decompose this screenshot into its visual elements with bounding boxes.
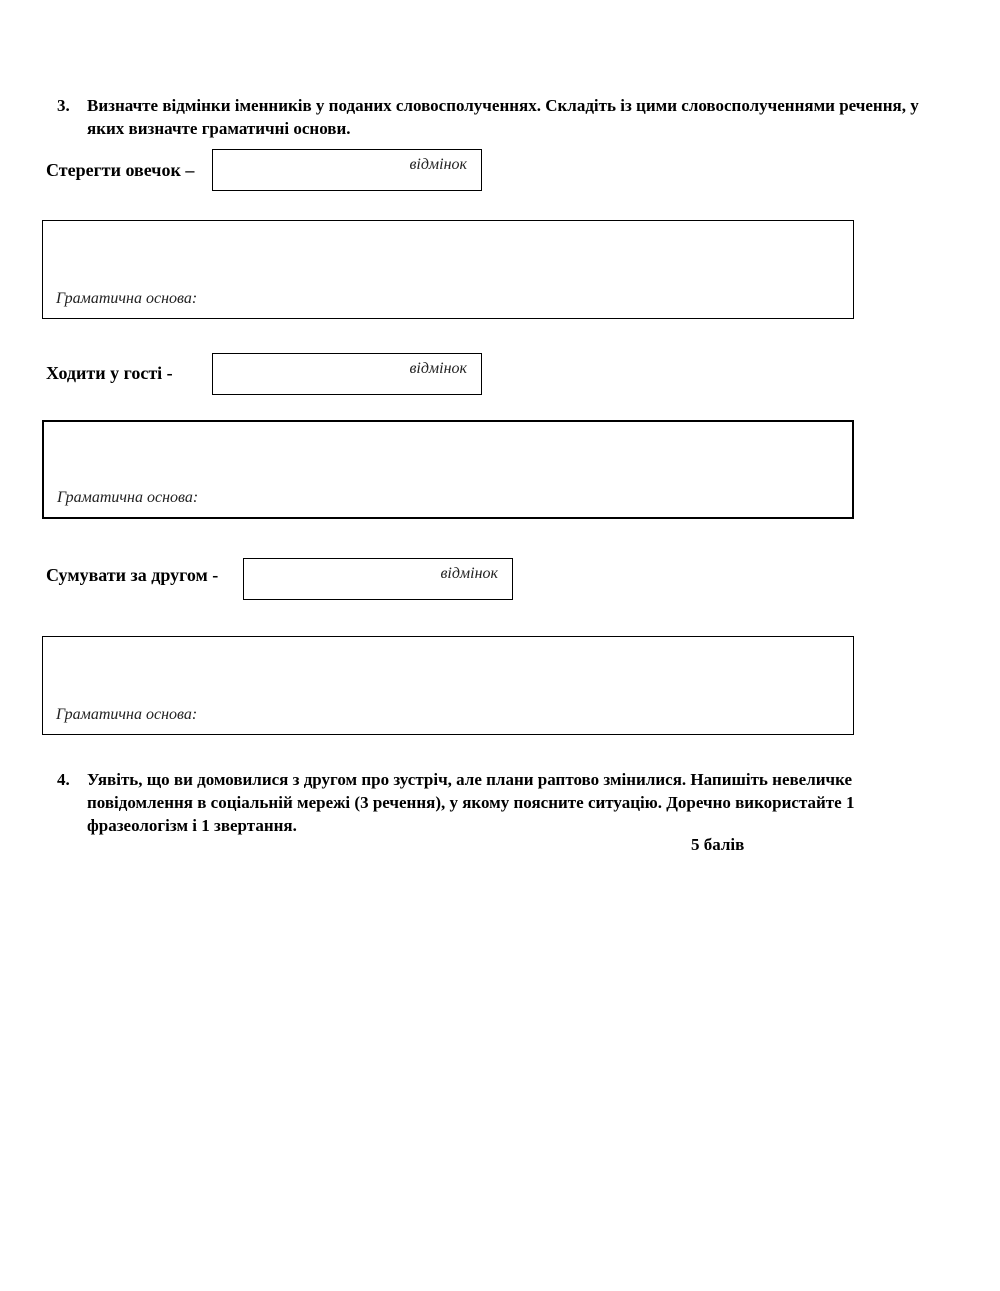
task-3 [57, 94, 957, 140]
task-4-text: Уявіть, що ви домовилися з другом про зустріч, але плани раптово змінилися. Напишіть невеличке повідомлення в соціальній мережі (3 речення), у якому поясните ситуацію. Доречно використайте 1 фразеологізм і 1 звертання. [87, 770, 855, 835]
task-3-text: Визначте відмінки іменників у поданих словосполученнях. Складіть із цими словосполученнями речення, у яких визначте граматичні основи. [87, 96, 919, 138]
case-input-1[interactable] [212, 149, 482, 191]
basis-hint-2: Граматична основа: [57, 489, 199, 506]
sentence-answer-box-3[interactable] [42, 636, 854, 735]
phrase-2: Ходити у гості - [46, 363, 173, 383]
case-hint-1: відмінок [409, 156, 467, 173]
case-input-2[interactable] [212, 353, 482, 395]
task-3-number: 3. [57, 96, 70, 115]
case-hint-2: відмінок [409, 360, 467, 377]
sentence-answer-box-2[interactable] [42, 420, 854, 519]
case-input-3[interactable] [243, 558, 513, 600]
task-4 [57, 768, 937, 837]
task-4-points: 5 балів [691, 835, 745, 854]
phrase-1: Стерегти овечок – [46, 160, 195, 180]
case-hint-3: відмінок [440, 565, 498, 582]
basis-hint-3: Граматична основа: [56, 706, 198, 723]
sentence-answer-box-1[interactable] [42, 220, 854, 319]
phrase-3: Сумувати за другом - [46, 565, 219, 585]
basis-hint-1: Граматична основа: [56, 290, 198, 307]
task-4-number: 4. [57, 770, 70, 789]
